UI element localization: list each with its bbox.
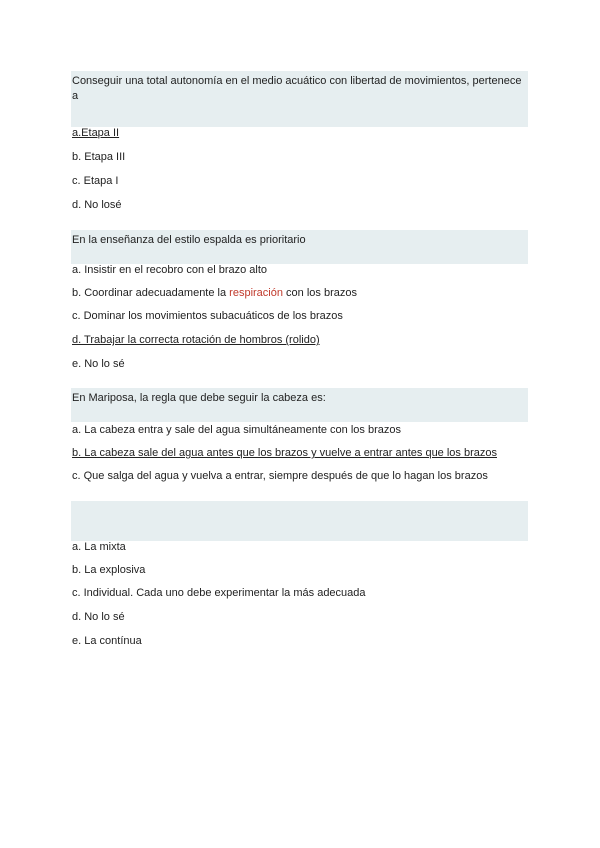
question-2-option-e: e. No lo sé <box>72 358 125 370</box>
question-2-text: En la enseñanza del estilo espalda es prioritario <box>72 234 306 246</box>
question-2-option-d: d. Trabajar la correcta rotación de hombros (rolido) <box>72 334 320 346</box>
question-3-option-b: b. La cabeza sale del agua antes que los brazos y vuelve a entrar antes que los brazos <box>72 447 497 459</box>
question-4-option-d: d. No lo sé <box>72 611 125 623</box>
question-4-prompt <box>71 501 528 541</box>
question-3-option-c: c. Que salga del agua y vuelva a entrar, siempre después de que lo hagan los brazos <box>72 470 488 482</box>
question-2-option-c: c. Dominar los movimientos subacuáticos de los brazos <box>72 310 343 322</box>
question-2-option-b <box>72 286 357 300</box>
option-text-end: con los brazos <box>282 287 357 299</box>
question-3-prompt <box>71 388 528 422</box>
question-4-option-a: a. La mixta <box>72 541 126 553</box>
question-1-text: Conseguir una total autonomía en el medio acuático con libertad de movimientos, pertenece a <box>72 75 522 102</box>
question-4-option-e: e. La contínua <box>72 635 142 647</box>
question-1-option-a: a.Etapa II <box>72 127 120 139</box>
question-3-text: En Mariposa, la regla que debe seguir la cabeza es: <box>72 392 326 404</box>
question-1-option-c: c. Etapa I <box>72 175 119 187</box>
question-4-option-b: b. La explosiva <box>72 564 146 576</box>
question-3-option-a: a. La cabeza entra y sale del agua simultáneamente con los brazos <box>72 424 401 436</box>
question-1-prompt <box>71 71 528 127</box>
question-2-option-a: a. Insistir en el recobro con el brazo alto <box>72 264 268 276</box>
question-1-option-d: d. No losé <box>72 199 122 211</box>
question-2-prompt <box>71 230 528 264</box>
question-1-option-b: b. Etapa III <box>72 151 126 163</box>
highlighted-word: respiración <box>229 287 283 299</box>
question-4-option-c: c. Individual. Cada uno debe experimentar la más adecuada <box>72 587 366 599</box>
option-text-start: b. Coordinar adecuadamente la <box>72 287 230 299</box>
